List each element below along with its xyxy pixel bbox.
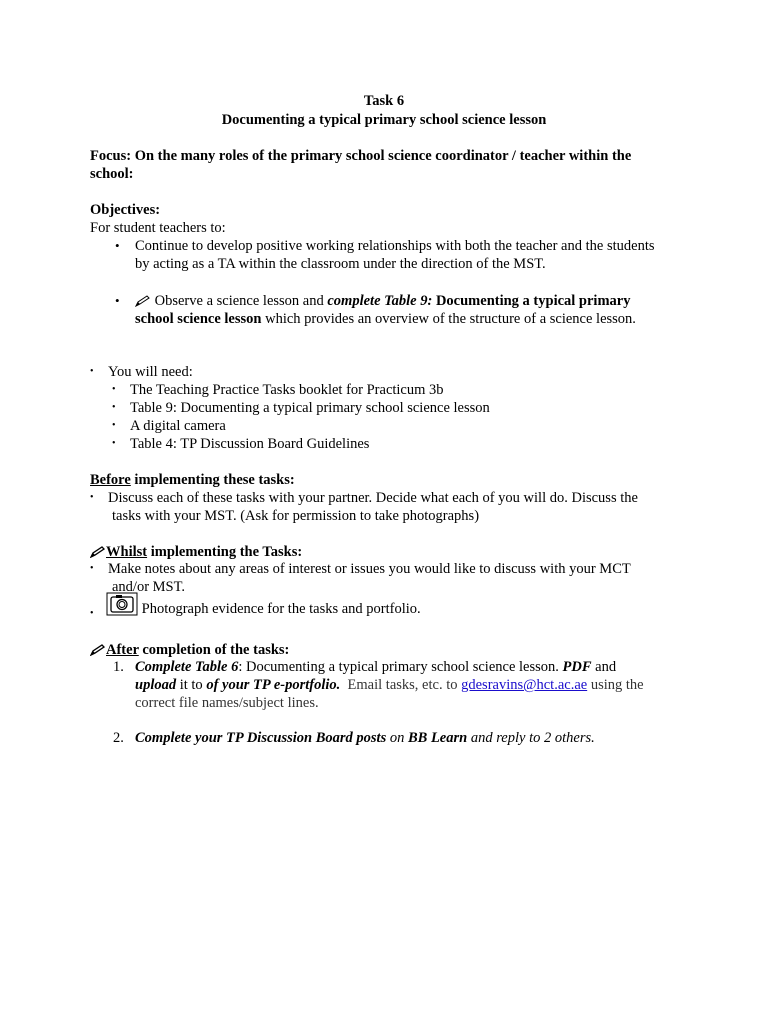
whilst-item-2 [106,592,696,627]
before-item-line-1: Discuss each of these tasks with your partner. Decide what each of you will do. Discuss the [108,490,638,506]
bullet: • [112,384,116,395]
step-1-line-2 [135,676,735,694]
before-heading [90,471,690,489]
step-1-text-e: upload [135,677,177,693]
step-1-text-a: Complete Table 6 [135,659,239,675]
objective-item-2-text-d: school science lesson [135,311,262,327]
objectives-heading: Objectives: [90,202,161,218]
step-2-line [135,729,735,747]
objective-item-2-line-2 [135,310,695,328]
need-heading: You will need: [108,364,193,380]
page-title: Documenting a typical primary school science lesson [221,112,547,128]
after-keyword: After [106,642,139,658]
objective-item-2-line-1 [135,292,695,312]
step-1-line-3: correct file names/subject lines. [135,695,319,711]
bullet: • [112,420,116,431]
need-item-3: A digital camera [130,418,226,434]
bullet: • [115,238,120,253]
before-item-line-2: tasks with your MST. (Ask for permission to take photographs) [112,508,480,524]
objective-item-2-text-b: complete Table 9: [327,293,433,309]
step-2-text-b: on [389,730,405,746]
bullet: • [112,438,116,449]
email-link[interactable]: gdesravins@hct.ac.ae [461,677,588,693]
objective-item-2-text-a: Observe a science lesson and [154,293,324,309]
pencil-icon [90,643,106,661]
whilst-heading-rest: implementing the Tasks: [150,544,303,560]
before-keyword: Before [90,472,131,488]
whilst-keyword: Whilst [106,544,148,560]
step-1-text-g: of your TP e-portfolio. [206,677,341,693]
step-1-text-f: it to [179,677,203,693]
bullet: • [90,492,94,503]
need-item-2: Table 9: Documenting a typical primary school science lesson [130,400,490,416]
step-1-line-1 [135,658,735,676]
step-2-text-c: BB Learn [407,730,468,746]
focus-line-2: school: [90,166,134,182]
task-number: Task 6 [363,93,405,109]
need-item-1: The Teaching Practice Tasks booklet for Practicum 3b [130,382,444,398]
bullet: • [90,563,94,574]
focus-line-1: Focus: On the many roles of the primary school science coordinator / teacher within the [90,148,632,164]
whilst-item-2-text: Photograph evidence for the tasks and portfolio. [141,601,421,617]
bullet: • [115,293,120,308]
step-1-text-d: and [595,659,617,675]
step-2-number: 2. [113,730,124,746]
before-heading-rest: implementing these tasks: [134,472,295,488]
objective-item-2-text-e: which provides an overview of the structure of a science lesson. [265,311,636,327]
objective-item-1-line-1: Continue to develop positive working relationships with both the teacher and the students [135,238,655,254]
bullet: • [90,366,94,377]
whilst-item-1-line-1: Make notes about any areas of interest or issues you would like to discuss with your MCT [108,561,631,577]
after-heading-rest: completion of the tasks: [142,642,290,658]
step-1-text-h: Email tasks, etc. to [347,677,458,693]
bullet: • [112,402,116,413]
bullet: • [90,608,94,619]
camera-icon [106,592,138,627]
step-1-number: 1. [113,659,124,675]
step-2-text-d: and reply to 2 others. [470,730,595,746]
step-1-text-b: : Documenting a typical primary school science lesson. [238,659,559,675]
step-1-text-i: using the [590,677,644,693]
objectives-intro: For student teachers to: [90,220,226,236]
step-1-text-c: PDF [562,659,592,675]
whilst-item-1-line-2: and/or MST. [112,579,186,595]
objective-item-2-text-c: Documenting a typical primary [435,293,631,309]
step-2-text-a: Complete your TP Discussion Board posts [135,730,387,746]
objective-item-1-line-2: by acting as a TA within the classroom under the direction of the MST. [135,256,546,272]
need-item-4: Table 4: TP Discussion Board Guidelines [130,436,370,452]
